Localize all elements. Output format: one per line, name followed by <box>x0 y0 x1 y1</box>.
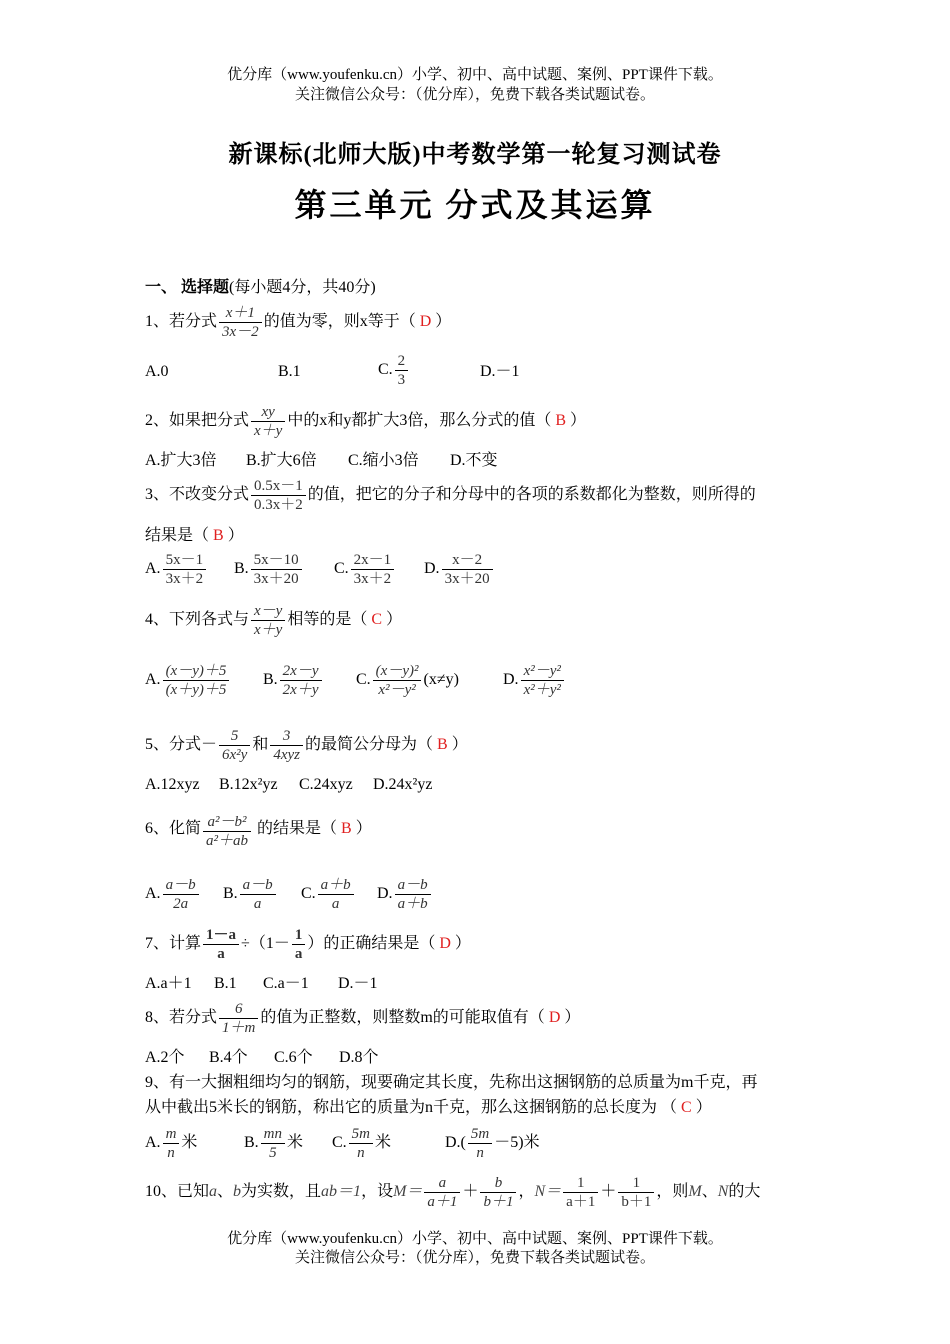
q8-answer: D <box>548 1009 561 1027</box>
q8-option-c: C.6个 <box>274 1049 313 1066</box>
q7-close: ） <box>454 935 471 953</box>
q3-option-b-fraction: $\frac{5x-10}{3x+20}$ <box>251 551 302 588</box>
q8-option-a: A.2个 <box>145 1049 185 1066</box>
q10-n-fraction-1: $\frac{1}{a+1}$ <box>563 1174 598 1211</box>
q3-option-d-fraction: $\frac{x-2}{3x+20}$ <box>442 551 493 588</box>
q4-answer: C <box>371 611 383 629</box>
q4-option-b-label: B. <box>263 671 278 689</box>
q10-m-fraction-2: $\frac{b}{b+1}$ <box>480 1174 516 1211</box>
q8-fraction: $\frac{6}{1+m}$ <box>219 1000 258 1037</box>
q1-option-c-label: C. <box>378 361 393 379</box>
q9-option-d-tail: －5) <box>494 1134 524 1152</box>
q3-answer: B <box>213 527 224 544</box>
q9-option-b-label: B. <box>244 1134 259 1152</box>
q1-text-post: 的值为零，则x等于（ <box>263 313 416 331</box>
q7-option-c: C.a－1 <box>263 975 309 992</box>
q4-option-b <box>263 662 324 699</box>
q10-text-3: ，则 <box>656 1183 689 1201</box>
q2-option-d: D.不变 <box>450 452 498 469</box>
q6-fraction: $\frac{\text{a²－b²}}{\text{a²＋ab}}$ <box>203 813 251 850</box>
q9-option-d-unit: 米 <box>523 1134 540 1152</box>
q10-text: 10、已知 <box>145 1183 210 1201</box>
q10-m-def: M＝ <box>393 1183 423 1201</box>
section-note: (每小题4分，共40分) <box>229 279 376 296</box>
q4-option-c-condition: (x≠y) <box>423 671 459 689</box>
q6-option-d-label: D. <box>377 885 393 903</box>
q9-option-b-unit: 米 <box>287 1134 304 1152</box>
q7-option-d: D.－1 <box>338 975 378 992</box>
q10-plus-2: ＋ <box>600 1183 617 1201</box>
q5-text: 5、分式－ <box>145 736 218 754</box>
q7-text-post: ）的正确结果是（ <box>307 935 436 953</box>
q1-option-c <box>378 352 410 389</box>
footer-line-1: 优分库（www.youfenku.cn）小学、初中、高中试题、案例、PPT课件下载。 <box>227 1231 723 1247</box>
q3-option-b-label: B. <box>234 560 249 578</box>
unit-title: 第三单元 分式及其运算 <box>294 187 656 223</box>
q10-text-1: 为实数，且 <box>241 1183 322 1201</box>
q6-text-post: 的结果是（ <box>257 820 338 837</box>
q8-option-b: B.4个 <box>209 1049 248 1066</box>
question-10 <box>145 1174 760 1211</box>
q4-option-b-fraction: $\frac{2x-y}{2x+y}$ <box>280 662 322 699</box>
header-line-1: 优分库（www.youfenku.cn）小学、初中、高中试题、案例、PPT课件下载。 <box>227 67 723 83</box>
q10-text-2: ，设 <box>361 1183 394 1201</box>
q7-text: 7、计算 <box>145 935 202 953</box>
q6-option-b <box>223 876 278 913</box>
q4-fraction: $\frac{x-y}{x+y}$ <box>251 602 285 639</box>
q3-text-2: 结果是（ <box>145 527 210 544</box>
q3-option-d <box>424 551 495 588</box>
q6-text: 6、化简 <box>145 820 202 837</box>
q9-option-b-fraction: $\frac{mn}{5}$ <box>261 1125 285 1162</box>
q3-option-a-fraction: $\frac{5x-1}{3x+2}$ <box>163 551 207 588</box>
q9-option-a-fraction: $\frac{m}{n}$ <box>163 1125 180 1162</box>
q3-option-c-fraction: $\frac{2x-1}{3x+2}$ <box>351 551 395 588</box>
q3-text: 3、不改变分式 <box>145 486 250 504</box>
q4-option-a <box>145 662 231 699</box>
q10-n-fraction-2: $\frac{1}{b+1}$ <box>618 1174 654 1211</box>
footer-line-2: 关注微信公众号：（优分库），免费下载各类试题试卷。 <box>294 1250 655 1266</box>
q8-close: ） <box>564 1009 581 1027</box>
question-4 <box>145 602 402 639</box>
q6-option-a-fraction: $\frac{a-b}{2a}$ <box>163 876 199 913</box>
q2-fraction: $\frac{xy}{x+y}$ <box>251 403 285 440</box>
q5-fraction-1: $\frac{5}{\text{6x²y}}$ <box>219 727 250 764</box>
q4-option-d-label: D. <box>503 671 519 689</box>
q9-answer: C <box>681 1099 692 1116</box>
q3-option-a-label: A. <box>145 560 161 578</box>
q4-option-c-fraction: $\frac{\text{(x－y)²}}{\text{x²－y²}}$ <box>373 662 422 699</box>
q5-close: ） <box>451 736 468 754</box>
question-8 <box>145 1000 580 1037</box>
q5-answer: B <box>437 736 448 754</box>
q9-option-c-label: C. <box>332 1134 347 1152</box>
q4-text-post: 相等的是（ <box>287 611 368 629</box>
q3-line-2 <box>145 526 244 546</box>
q4-close: ） <box>386 611 403 629</box>
q2-text: 2、如果把分式 <box>145 412 250 430</box>
q10-plus-1: ＋ <box>462 1183 479 1201</box>
q5-and: 和 <box>252 736 269 754</box>
q4-option-a-label: A. <box>145 671 161 689</box>
q3-text-post: 的值，把它的分子和分母中的各项的系数都化为整数，则所得的 <box>307 486 756 504</box>
q1-answer: D <box>419 313 432 331</box>
q1-text: 1、若分式 <box>145 313 218 331</box>
q6-option-c-label: C. <box>301 885 316 903</box>
q8-option-d: D.8个 <box>339 1049 379 1066</box>
q9-option-c-fraction: $\frac{5m}{n}$ <box>349 1125 373 1162</box>
q4-option-a-fraction: $\frac{(x-y)+5}{(x+y)+5}$ <box>163 662 230 699</box>
q1-option-d: D.－1 <box>480 363 520 380</box>
q10-n-def: N＝ <box>534 1183 562 1201</box>
exam-title: 新课标(北师大版)中考数学第一轮复习测试卷 <box>228 142 722 168</box>
q9-text-2: 从中截出5米长的钢筋，称出它的质量为n千克，那么这捆钢筋的总长度为 （ <box>145 1099 678 1116</box>
q6-option-a-label: A. <box>145 885 161 903</box>
q7-option-a: A.a＋1 <box>145 975 192 992</box>
q3-option-d-label: D. <box>424 560 440 578</box>
q5-option-c: C.24xyz <box>299 776 353 793</box>
q7-answer: D <box>439 935 451 953</box>
q9-option-d <box>445 1125 540 1162</box>
q6-close: ） <box>355 820 372 837</box>
q8-text-post: 的值为正整数，则整数m的可能取值有（ <box>260 1009 545 1027</box>
q9-option-a <box>145 1125 197 1162</box>
q6-option-d-fraction: $\frac{a-b}{a+b}$ <box>395 876 431 913</box>
header-line-2: 关注微信公众号：（优分库），免费下载各类试题试卷。 <box>294 87 655 103</box>
q1-option-a: A.0 <box>145 363 169 380</box>
q10-var-n: N <box>717 1183 729 1201</box>
q10-m-fraction-1: $\frac{a}{a+1}$ <box>424 1174 460 1211</box>
q6-option-a <box>145 876 201 913</box>
q2-close: ） <box>570 412 587 430</box>
q5-text-post: 的最简公分母为（ <box>305 736 434 754</box>
q6-option-b-label: B. <box>223 885 238 903</box>
q9-close: ） <box>695 1099 712 1116</box>
q6-option-d <box>377 876 433 913</box>
q4-option-d <box>503 662 566 699</box>
q10-var-m: M <box>688 1183 702 1201</box>
q4-option-c <box>356 662 459 699</box>
q10-sep: 、 <box>217 1183 234 1201</box>
q2-text-post: 中的x和y都扩大3倍，那么分式的值（ <box>287 412 552 430</box>
q6-answer: B <box>341 820 352 837</box>
section-heading <box>145 278 376 298</box>
question-3 <box>145 477 756 514</box>
q9-option-d-label: D.( <box>445 1134 466 1152</box>
question-5 <box>145 727 468 764</box>
q10-text-4: 、 <box>701 1183 718 1201</box>
q5-option-d: D.24x²yz <box>373 776 433 793</box>
q10-condition: ab＝1 <box>321 1183 362 1201</box>
q2-option-b: B.扩大6倍 <box>246 452 317 469</box>
q3-option-b <box>234 551 304 588</box>
q9-option-a-label: A. <box>145 1134 161 1152</box>
q7-fraction-1: $\frac{1-a}{a}$ <box>203 926 239 963</box>
q3-option-c <box>334 551 396 588</box>
q10-var-a: a <box>209 1183 218 1201</box>
section-label: 一、 选择题 <box>145 279 230 296</box>
q3-option-a <box>145 551 208 588</box>
q3-fraction: $\frac{0.5x-1}{0.3x+2}$ <box>251 477 306 514</box>
q6-option-b-fraction: $\frac{a-b}{a}$ <box>240 876 276 913</box>
q10-var-b: b <box>233 1183 242 1201</box>
q7-divide: ÷（1－ <box>241 935 290 953</box>
q6-option-c <box>301 876 356 913</box>
q5-fraction-2: $\frac{3}{\text{4xyz}}$ <box>270 727 303 764</box>
q1-option-c-fraction: $\frac{2}{3}$ <box>395 352 409 389</box>
q6-option-c-fraction: $\frac{a+b}{a}$ <box>318 876 354 913</box>
q2-option-c: C.缩小3倍 <box>348 452 419 469</box>
question-7 <box>145 926 471 963</box>
q9-option-b <box>244 1125 303 1162</box>
q4-option-c-label: C. <box>356 671 371 689</box>
question-2 <box>145 403 586 440</box>
q3-option-c-label: C. <box>334 560 349 578</box>
q8-text: 8、若分式 <box>145 1009 218 1027</box>
q9-line-2 <box>145 1098 712 1118</box>
q9-option-c <box>332 1125 391 1162</box>
q7-fraction-2: $\frac{1}{a}$ <box>292 926 306 963</box>
q2-option-a: A.扩大3倍 <box>145 452 217 469</box>
q10-comma: ， <box>518 1183 535 1201</box>
q9-option-d-fraction: $\frac{5m}{n}$ <box>468 1125 492 1162</box>
q5-option-a: A.12xyz <box>145 776 200 793</box>
q4-option-d-fraction: $\frac{\text{x²－y²}}{\text{x²＋y²}}$ <box>521 662 564 699</box>
q10-text-5: 的大 <box>728 1183 761 1201</box>
q2-answer: B <box>555 412 567 430</box>
q9-option-a-unit: 米 <box>181 1134 198 1152</box>
q5-option-b: B.12x²yz <box>219 776 278 793</box>
q4-text: 4、下列各式与 <box>145 611 250 629</box>
question-6 <box>145 813 372 849</box>
q3-close: ） <box>227 527 244 544</box>
q7-option-b: B.1 <box>214 975 237 992</box>
q1-fraction: $\frac{x+1}{3x-2}$ <box>219 304 262 341</box>
q9-line-1: 9、有一大捆粗细均匀的钢筋，现要确定其长度，先称出这捆钢筋的总质量为m千克，再 <box>145 1074 758 1091</box>
q1-option-b: B.1 <box>278 363 301 380</box>
q1-close: ） <box>435 313 452 331</box>
q9-option-c-unit: 米 <box>375 1134 392 1152</box>
question-1 <box>145 304 451 341</box>
